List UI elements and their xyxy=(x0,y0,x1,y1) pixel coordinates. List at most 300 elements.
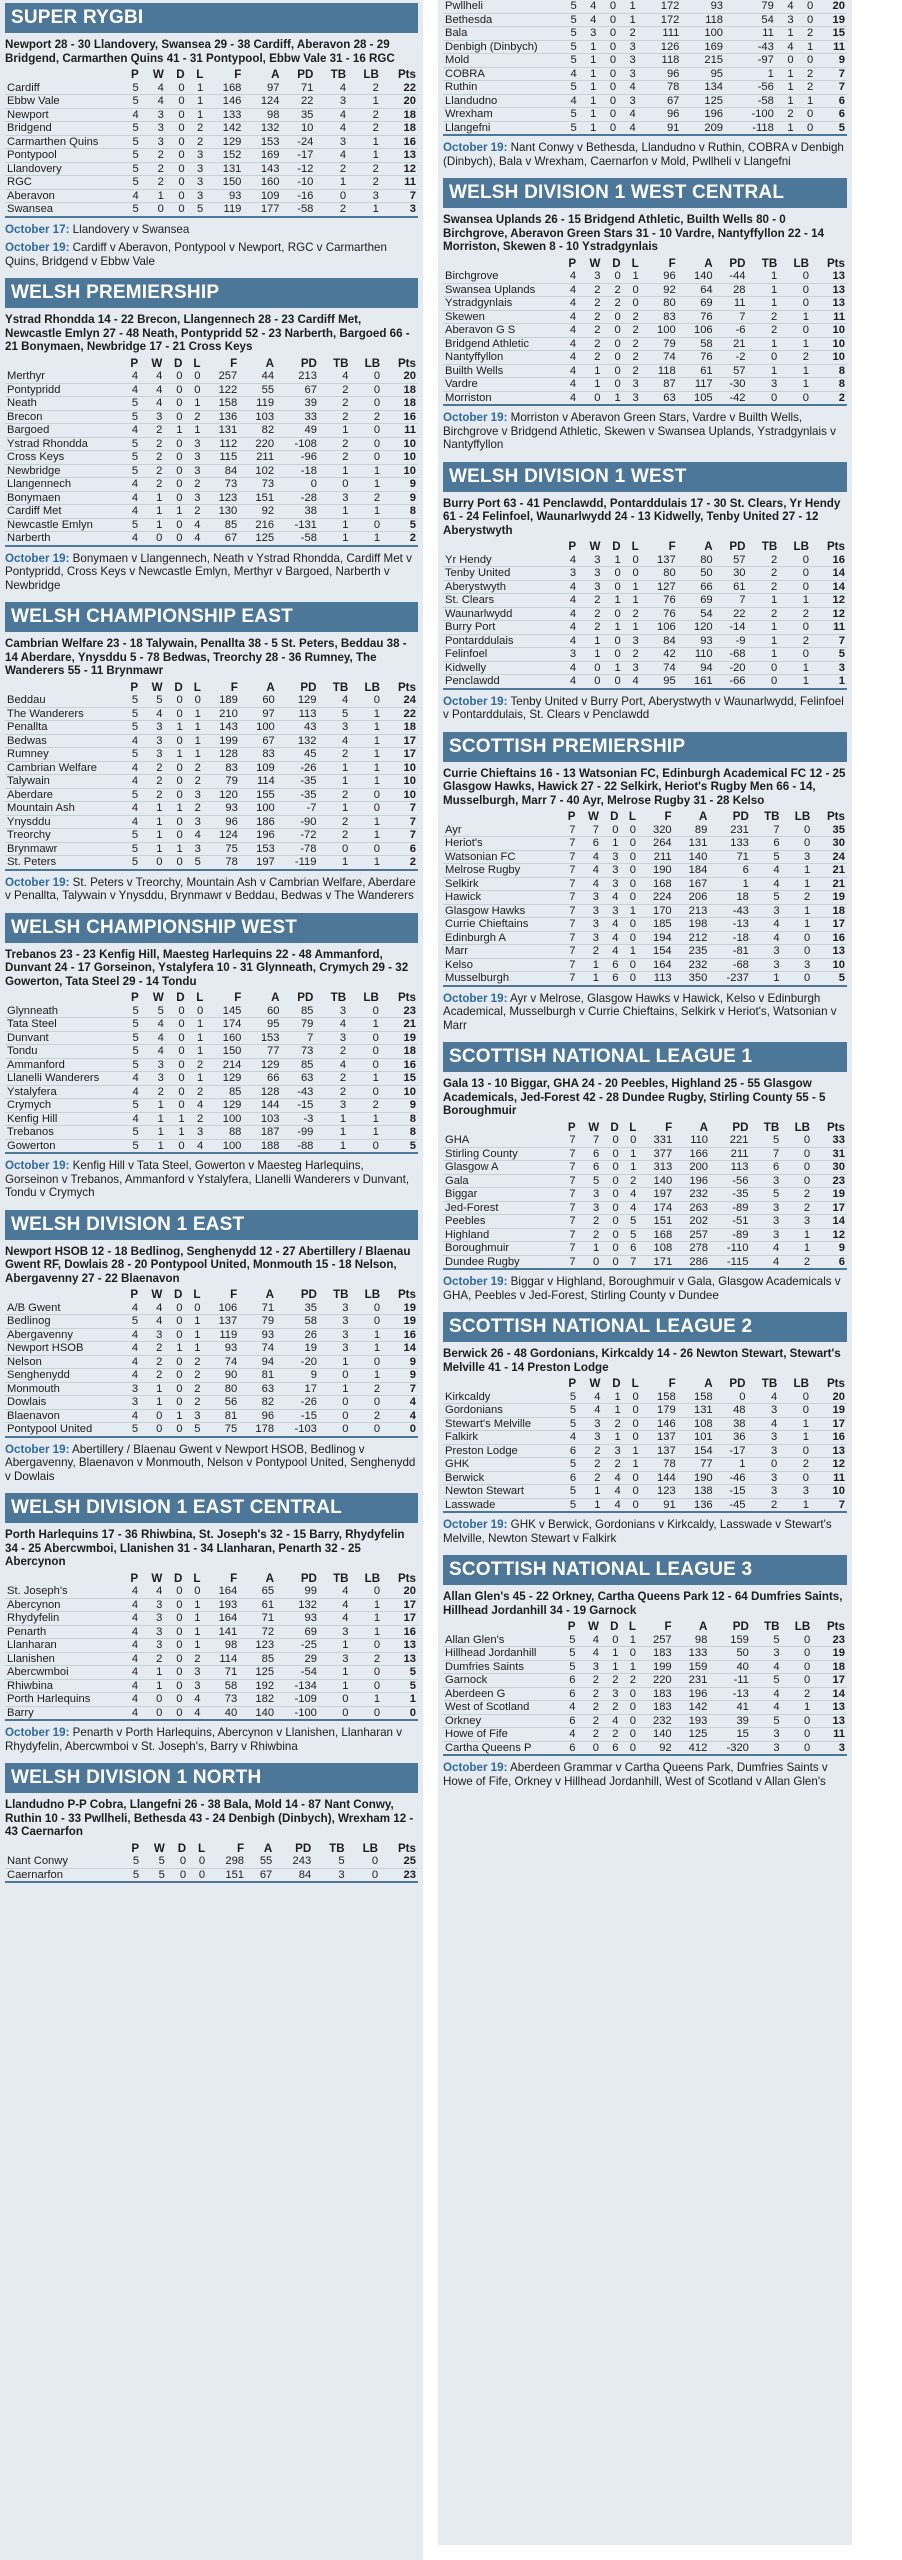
cell-l: 0 xyxy=(187,1005,206,1018)
cell-f: 85 xyxy=(205,1085,243,1099)
column-header-tb: TB xyxy=(761,256,778,270)
cell-pts: 16 xyxy=(381,135,418,149)
cell-w: 5 xyxy=(141,1005,166,1018)
cell-f: 128 xyxy=(203,748,240,762)
team-name: Nant Conwy xyxy=(5,1855,121,1868)
cell-pd: 211 xyxy=(710,1147,750,1161)
cell-a: 412 xyxy=(674,1741,710,1755)
welsh-division-1-east-central-heading: WELSH DIVISION 1 EAST CENTRAL xyxy=(5,1493,418,1523)
cell-pts: 6 xyxy=(815,108,847,122)
cell-w: 2 xyxy=(140,451,164,465)
cell-a: 60 xyxy=(240,694,277,707)
cell-l: 0 xyxy=(620,1714,637,1728)
cell-pts: 18 xyxy=(381,122,418,136)
cell-a: 77 xyxy=(678,1458,715,1472)
column-header-a: A xyxy=(704,1377,713,1390)
cell-p: 4 xyxy=(559,283,578,297)
cell-a: 182 xyxy=(239,1693,276,1707)
cell-a: 131 xyxy=(678,1404,715,1418)
cell-l: 3 xyxy=(184,1666,202,1680)
cell-d: 0 xyxy=(165,694,185,707)
cell-p: 4 xyxy=(121,1328,140,1342)
cell-w: 4 xyxy=(140,1585,164,1598)
cell-pd: -44 xyxy=(715,270,748,283)
cell-a: 211 xyxy=(239,451,276,465)
column-header-lb: LB xyxy=(362,1841,379,1855)
team-column-header xyxy=(443,1122,559,1135)
table-row xyxy=(443,81,847,95)
column-header-f: F xyxy=(664,810,672,823)
cell-pd: -43 xyxy=(282,1085,316,1099)
cell-w: 0 xyxy=(578,1255,602,1269)
cell-pd: 85 xyxy=(282,1058,316,1072)
cell-lb: 0 xyxy=(779,391,811,405)
cell-d: 2 xyxy=(603,1417,623,1431)
cell-tb: 2 xyxy=(315,1072,348,1086)
team-name: Llangennech xyxy=(5,478,121,492)
cell-lb: 0 xyxy=(348,1139,381,1153)
cell-pd: -2 xyxy=(715,351,748,365)
cell-a: 196 xyxy=(674,1174,710,1188)
cell-l: 3 xyxy=(623,378,641,392)
cell-p: 5 xyxy=(121,176,141,190)
cell-pts: 17 xyxy=(382,748,418,762)
cell-pd: -35 xyxy=(710,1188,750,1202)
cell-tb: 3 xyxy=(748,378,780,392)
column-header-pts: Pts xyxy=(397,356,416,370)
cell-a: 220 xyxy=(239,437,276,451)
cell-pd: -45 xyxy=(715,1498,748,1512)
cell-w: 2 xyxy=(578,310,602,324)
column-header-d: D xyxy=(612,1377,621,1390)
cell-tb: 2 xyxy=(318,748,350,762)
team-name: Bedwas xyxy=(5,734,121,748)
cell-p: 4 xyxy=(121,424,140,438)
team-name: Birchgrove xyxy=(443,270,559,283)
cell-p: 6 xyxy=(559,1687,577,1701)
cell-a: 69 xyxy=(678,297,715,311)
cell-p: 4 xyxy=(121,1639,140,1653)
cell-d: 4 xyxy=(603,1485,623,1499)
cell-a: 161 xyxy=(678,675,715,689)
cell-pts: 10 xyxy=(382,761,418,775)
cell-l: 2 xyxy=(623,351,641,365)
cell-pts: 7 xyxy=(811,634,847,648)
cell-pts: 16 xyxy=(381,1058,418,1072)
cell-lb: 0 xyxy=(781,1174,812,1188)
cell-w: 2 xyxy=(140,788,164,802)
column-header-a: A xyxy=(699,1120,709,1134)
cell-w: 2 xyxy=(578,283,602,297)
cell-w: 4 xyxy=(140,1302,164,1315)
cell-a: 184 xyxy=(674,864,710,878)
cell-l: 1 xyxy=(185,734,203,748)
cell-l: 0 xyxy=(620,837,637,851)
cell-p: 4 xyxy=(121,532,140,546)
cell-d: 1 xyxy=(603,554,623,567)
cell-l: 0 xyxy=(623,1485,641,1499)
table-row xyxy=(5,203,418,217)
cell-a: 97 xyxy=(240,707,277,721)
cell-p: 4 xyxy=(559,594,578,608)
cell-p: 4 xyxy=(559,391,578,405)
cell-a: 114 xyxy=(240,775,277,789)
cell-l: 1 xyxy=(184,1342,202,1356)
cell-lb: 1 xyxy=(350,775,382,789)
cell-a: 93 xyxy=(681,0,725,13)
cell-f: 113 xyxy=(638,972,674,986)
cell-f: 73 xyxy=(202,1693,239,1707)
cell-a: 278 xyxy=(674,1242,710,1256)
welsh-division-1-west-heading: WELSH DIVISION 1 WEST xyxy=(443,462,847,492)
cell-d: 1 xyxy=(603,1391,623,1404)
cell-pd: -54 xyxy=(276,1666,319,1680)
column-header-l: L xyxy=(629,1120,637,1134)
cell-f: 73 xyxy=(202,478,239,492)
cell-p: 4 xyxy=(121,775,140,789)
cell-l: 2 xyxy=(621,1174,639,1188)
cell-d: 0 xyxy=(603,634,623,648)
cell-d: 4 xyxy=(603,1471,623,1485)
column-header-l: L xyxy=(631,540,639,553)
cell-w: 1 xyxy=(579,94,599,108)
cell-p: 7 xyxy=(559,1134,578,1147)
table-row xyxy=(5,829,418,843)
cell-a: 61 xyxy=(239,1598,276,1612)
cell-pd: 22 xyxy=(282,95,316,109)
cell-lb: 0 xyxy=(779,567,811,581)
cell-a: 58 xyxy=(678,337,715,351)
cell-l: 0 xyxy=(620,891,637,905)
cell-pts: 21 xyxy=(812,864,847,878)
cell-tb: 2 xyxy=(318,829,350,843)
table-row xyxy=(5,1625,418,1639)
cell-pts: 12 xyxy=(811,607,847,621)
cell-lb: 0 xyxy=(351,1639,383,1653)
team-name: Kelso xyxy=(443,958,559,972)
cell-l: 0 xyxy=(620,824,637,837)
cell-w: 1 xyxy=(578,364,602,378)
cell-lb: 0 xyxy=(779,554,811,567)
cell-pd: -100 xyxy=(276,1706,319,1720)
cell-pts: 13 xyxy=(812,1701,847,1715)
cell-p: 3 xyxy=(121,1396,140,1410)
cell-lb: 1 xyxy=(348,1018,381,1032)
table-row xyxy=(5,1868,418,1882)
cell-a: 169 xyxy=(243,149,281,163)
team-name: Dundee Rugby xyxy=(443,1255,559,1269)
cell-p: 5 xyxy=(121,856,140,870)
cell-a: 66 xyxy=(678,580,715,594)
cell-tb: 5 xyxy=(318,707,350,721)
cell-d: 1 xyxy=(603,1431,623,1445)
cell-pd: -46 xyxy=(715,1471,748,1485)
cell-w: 2 xyxy=(141,1085,166,1099)
table-row xyxy=(443,1687,847,1701)
cell-d: 2 xyxy=(603,297,623,311)
cell-a: 124 xyxy=(243,95,281,109)
cell-f: 130 xyxy=(202,505,239,519)
cell-f: 112 xyxy=(202,437,239,451)
cell-lb: 0 xyxy=(351,518,383,532)
cell-pd: -20 xyxy=(276,1355,319,1369)
cell-pts: 10 xyxy=(811,1485,847,1499)
table-row xyxy=(5,1302,418,1315)
cell-lb: 2 xyxy=(351,491,383,505)
column-header-pd: PD xyxy=(300,356,317,370)
table-row xyxy=(5,383,418,397)
cell-pts: 14 xyxy=(811,580,847,594)
column-header-pd: PD xyxy=(732,810,749,823)
cell-pd: -58 xyxy=(276,532,319,546)
cell-pts: 8 xyxy=(382,505,418,519)
cell-pts: 13 xyxy=(812,1714,847,1728)
table-row xyxy=(443,675,847,689)
cell-a: 216 xyxy=(239,518,276,532)
cell-a: 192 xyxy=(239,1679,276,1693)
welsh-championship-east-table xyxy=(5,682,418,871)
cell-w: 3 xyxy=(578,567,602,581)
column-header-lb: LB xyxy=(363,991,379,1004)
table-row xyxy=(443,931,847,945)
team-name: Brecon xyxy=(5,410,121,424)
cell-tb: 2 xyxy=(748,1498,780,1512)
cell-a: 65 xyxy=(239,1585,276,1598)
cell-pts: 14 xyxy=(812,1687,847,1701)
cell-d: 0 xyxy=(603,675,623,689)
cell-p: 5 xyxy=(121,464,140,478)
cell-pd: 61 xyxy=(715,580,748,594)
cell-a: 138 xyxy=(678,1485,715,1499)
table-header-row xyxy=(5,992,418,1005)
cell-p: 5 xyxy=(121,135,141,149)
cell-a: 120 xyxy=(678,621,715,635)
team-name: Biggar xyxy=(443,1188,559,1202)
cell-pts: 5 xyxy=(382,1666,418,1680)
cell-d: 0 xyxy=(167,1855,188,1868)
scottish-national-league-1-heading: SCOTTISH NATIONAL LEAGUE 1 xyxy=(443,1042,847,1072)
cell-w: 4 xyxy=(140,397,164,411)
cell-a: 54 xyxy=(678,607,715,621)
cell-f: 123 xyxy=(641,1485,678,1499)
cell-d: 0 xyxy=(166,95,187,109)
table-row xyxy=(443,310,847,324)
fixture-list: Penarth v Porth Harlequins, Abercynon v Llanishen, Llanharan v Rhydyfelin, Abercwmboi v St. Joseph's, Barry v Rhiwbina xyxy=(5,1726,403,1753)
cell-l: 4 xyxy=(618,121,638,135)
cell-p: 4 xyxy=(121,1625,140,1639)
table-row xyxy=(5,189,418,203)
fixture-list: Aberdeen Grammar v Cartha Queens Park, Dumfries Saints v Howe of Fife, Orkney v Hillhead Jordanhill, West of Scotland v Allan Glen's xyxy=(443,1761,828,1788)
cell-tb: 3 xyxy=(315,1031,348,1045)
column-header-pts: Pts xyxy=(397,1288,416,1301)
team-name: Pontypridd xyxy=(5,383,121,397)
cell-pts: 15 xyxy=(815,27,847,41)
table-row xyxy=(5,802,418,816)
table-row xyxy=(443,27,847,41)
cell-pd: -13 xyxy=(709,918,751,932)
cell-pd: -108 xyxy=(276,437,319,451)
cell-l: 4 xyxy=(185,829,203,843)
cell-pd: -68 xyxy=(715,648,748,662)
cell-tb: 4 xyxy=(751,877,782,891)
cell-tb: 3 xyxy=(319,1315,351,1329)
cell-w: 4 xyxy=(577,864,601,878)
cell-f: 154 xyxy=(638,945,674,959)
team-name: Brynmawr xyxy=(5,842,121,856)
team-name: The Wanderers xyxy=(5,707,121,721)
column-header-p: P xyxy=(130,1288,139,1301)
cell-d: 1 xyxy=(166,1112,187,1126)
scottish-national-league-2-table xyxy=(443,1378,847,1513)
welsh-championship-west-section xyxy=(0,913,423,1207)
cell-d: 0 xyxy=(598,40,618,54)
cell-w: 3 xyxy=(140,1328,164,1342)
cell-f: 100 xyxy=(641,324,678,338)
cell-pd: -96 xyxy=(276,451,319,465)
scottish-national-league-1-table xyxy=(443,1122,847,1271)
cell-a: 263 xyxy=(674,1201,710,1215)
cell-lb: 0 xyxy=(782,1741,813,1755)
cell-f: 168 xyxy=(638,1228,674,1242)
cell-a: 128 xyxy=(243,1085,281,1099)
welsh-championship-west-results: Trebanos 23 - 23 Kenfig Hill, Maesteg Harlequins 22 - 48 Ammanford, Dunvant 24 - 17 Gorseinon, Ystalyfera 10 - 31 Glynneath, Crymych 29 - 32 Gowerton, Tata Steel 29 - 14 Tondu xyxy=(5,947,409,988)
welsh-division-1-west-results: Burry Port 63 - 41 Penclawdd, Pontarddulais 17 - 30 St. Clears, Yr Hendy 61 - 24 Felinfoel, Waunarlwydd 24 - 13 Kidwelly, Tenby United 27 - 12 Aberystwyth xyxy=(443,496,841,537)
cell-f: 146 xyxy=(205,95,243,109)
cell-a: 55 xyxy=(246,1855,274,1868)
cell-tb: 1 xyxy=(319,1355,351,1369)
cell-p: 7 xyxy=(559,945,577,959)
cell-w: 3 xyxy=(578,554,602,567)
cell-f: 100 xyxy=(205,1112,243,1126)
cell-pd: -15 xyxy=(282,1099,316,1113)
table-row xyxy=(5,1382,418,1396)
cell-a: 129 xyxy=(243,1058,281,1072)
cell-pts: 19 xyxy=(812,1647,847,1661)
cell-d: 0 xyxy=(598,121,618,135)
team-name: Ebbw Vale xyxy=(5,95,121,109)
cell-w: 2 xyxy=(140,1355,164,1369)
cell-pd: 7 xyxy=(282,1031,316,1045)
cell-d: 0 xyxy=(601,1147,621,1161)
team-name: Kenfig Hill xyxy=(5,1112,121,1126)
cell-f: 74 xyxy=(641,661,678,675)
table-row xyxy=(443,1660,847,1674)
column-header-f: F xyxy=(668,256,676,270)
team-name: Nelson xyxy=(5,1355,121,1369)
cell-l: 0 xyxy=(620,1701,637,1715)
table-row xyxy=(5,1693,418,1707)
cell-tb: 0 xyxy=(315,189,348,203)
cell-w: 2 xyxy=(140,761,164,775)
cell-d: 1 xyxy=(164,424,184,438)
cell-d: 0 xyxy=(164,464,184,478)
cell-tb: 3 xyxy=(315,1005,348,1018)
cell-pts: 9 xyxy=(815,54,847,68)
team-name: Jed-Forest xyxy=(443,1201,559,1215)
cell-tb: 5 xyxy=(313,1855,346,1868)
team-column-header xyxy=(443,541,559,554)
cell-f: 56 xyxy=(202,1396,239,1410)
cell-l: 1 xyxy=(621,1161,639,1175)
cell-w: 3 xyxy=(578,1188,602,1202)
cell-f: 257 xyxy=(202,370,239,383)
team-name: Cross Keys xyxy=(5,451,121,465)
cell-p: 5 xyxy=(121,1005,141,1018)
team-name: Cartha Queens P xyxy=(443,1741,559,1755)
cell-l: 1 xyxy=(184,397,202,411)
team-name: Peebles xyxy=(443,1215,559,1229)
team-name: Highland xyxy=(443,1228,559,1242)
cell-p: 7 xyxy=(559,837,577,851)
cell-f: 42 xyxy=(641,648,678,662)
cell-d: 0 xyxy=(164,437,184,451)
cell-d: 0 xyxy=(165,734,185,748)
cell-a: 197 xyxy=(240,856,277,870)
cell-pts: 7 xyxy=(382,802,418,816)
cell-w: 1 xyxy=(141,1139,166,1153)
cell-pts: 9 xyxy=(381,1099,418,1113)
cell-l: 1 xyxy=(621,1147,639,1161)
team-name: Porth Harlequins xyxy=(5,1693,121,1707)
cell-l: 1 xyxy=(184,1598,202,1612)
cell-tb: 2 xyxy=(748,324,780,338)
cell-p: 4 xyxy=(121,1112,141,1126)
cell-tb: 1 xyxy=(319,1639,351,1653)
cell-f: 158 xyxy=(641,1391,678,1404)
cell-pts: 31 xyxy=(812,1147,847,1161)
cell-tb: 3 xyxy=(750,1215,781,1229)
cell-a: 160 xyxy=(243,176,281,190)
team-name: Neath xyxy=(5,397,121,411)
cell-lb: 0 xyxy=(351,1355,383,1369)
cell-tb: 1 xyxy=(319,424,351,438)
team-name: Watsonian FC xyxy=(443,850,559,864)
column-header-pts: Pts xyxy=(826,256,845,270)
cell-a: 136 xyxy=(678,1498,715,1512)
cell-pts: 5 xyxy=(811,648,847,662)
column-header-a: A xyxy=(271,68,280,81)
welsh-division-1-west-central-section xyxy=(438,178,852,459)
cell-f: 164 xyxy=(202,1585,239,1598)
column-header-d: D xyxy=(612,256,621,270)
cell-pts: 18 xyxy=(381,108,418,122)
table-header-row xyxy=(5,1573,418,1586)
cell-f: 257 xyxy=(638,1634,674,1647)
cell-w: 4 xyxy=(577,1647,601,1661)
welsh-championship-east-section xyxy=(0,602,423,910)
cell-w: 3 xyxy=(141,1072,166,1086)
cell-pts: 14 xyxy=(811,567,847,581)
table-row xyxy=(443,1674,847,1688)
cell-f: 129 xyxy=(205,1099,243,1113)
cell-tb: 3 xyxy=(751,945,782,959)
column-header-lb: LB xyxy=(793,1377,809,1390)
cell-p: 5 xyxy=(121,721,140,735)
table-header-row xyxy=(443,258,847,271)
cell-tb: 1 xyxy=(776,67,796,81)
cell-pts: 6 xyxy=(812,1255,847,1269)
cell-a: 60 xyxy=(243,1005,281,1018)
cell-w: 4 xyxy=(141,82,166,95)
cell-pts: 8 xyxy=(811,378,847,392)
column-header-tb: TB xyxy=(764,1620,780,1633)
cell-tb: 1 xyxy=(776,121,796,135)
cell-p: 4 xyxy=(121,1666,140,1680)
cell-pd: -25 xyxy=(276,1639,319,1653)
column-header-f: F xyxy=(668,540,676,553)
cell-f: 67 xyxy=(202,532,239,546)
cell-l: 4 xyxy=(623,675,641,689)
